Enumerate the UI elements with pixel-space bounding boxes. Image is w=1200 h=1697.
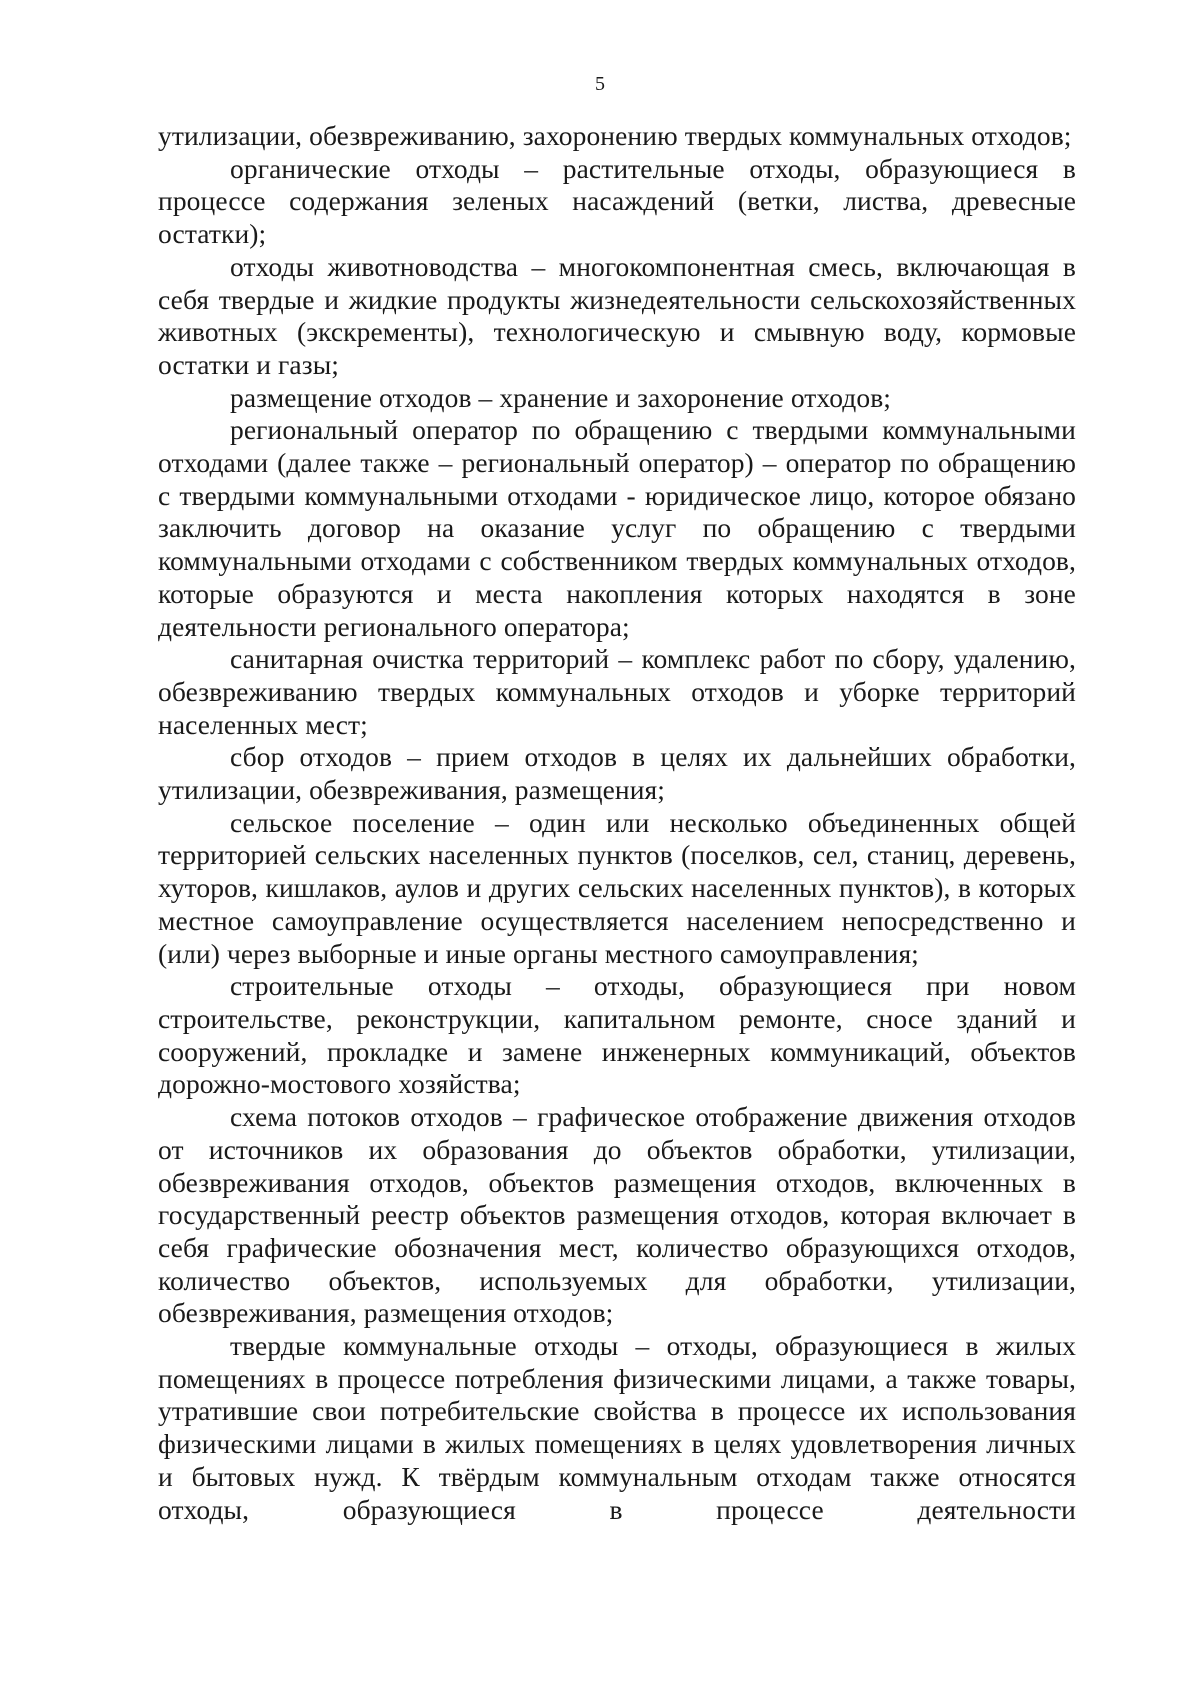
paragraph-municipal-solid-waste: твердые коммунальные отходы – отходы, образующиеся в жилых помещениях в процессе потребления физическими лицами, а также товары, утратившие свои потребительские свойства в процессе их использования физическими лицами в жилых помещениях в целях удовлетворения личных и бытовых нужд. К твёрдым коммунальным отходам также относятся отходы, образующиеся в процессе деятельности bbox=[158, 1330, 1076, 1525]
page-number: 5 bbox=[595, 73, 605, 95]
paragraph-livestock-waste: отходы животноводства – многокомпонентная смесь, включающая в себя твердые и жидкие продукты жизнедеятельности сельскохозяйственных животных (экскременты), технологическую и смывную воду, кормовые остатки и газы; bbox=[158, 250, 1076, 380]
document-body bbox=[158, 120, 1076, 1526]
paragraph-construction-waste: строительные отходы – отходы, образующиеся при новом строительстве, реконструкции, капитальном ремонте, сносе зданий и сооружений, прокладке и замене инженерных коммуникаций, объектов дорожно-мостового хозяйства; bbox=[158, 970, 1076, 1100]
paragraph-sanitary-cleaning: санитарная очистка территорий – комплекс работ по сбору, удалению, обезвреживанию твердых коммунальных отходов и уборке территорий населенных мест; bbox=[158, 643, 1076, 740]
paragraph-organic-waste: органические отходы – растительные отходы, образующиеся в процессе содержания зеленых насаждений (ветки, листва, древесные остатки); bbox=[158, 152, 1076, 250]
paragraph-waste-flow-scheme: схема потоков отходов – графическое отображение движения отходов от источников их образования до объектов обработки, утилизации, обезвреживания отходов, объектов размещения отходов, включенных в государственный реестр объектов размещения отходов, которая включает в себя графические обозначения мест, количество образующихся отходов, количество объектов, используемых для обработки, утилизации, обезвреживания, размещения отходов; bbox=[158, 1101, 1076, 1329]
paragraph-waste-placement: размещение отходов – хранение и захоронение отходов; bbox=[230, 381, 892, 413]
paragraph-waste-collection: сбор отходов – прием отходов в целях их дальнейших обработки, утилизации, обезвреживания, размещения; bbox=[158, 741, 1076, 806]
paragraph-regional-operator: региональный оператор по обращению с твердыми коммунальными отходами (далее также – региональный оператор) – оператор по обращению с твердыми коммунальными отходами - юридическое лицо, которое обязано заключить договор на оказание услуг по обращению с твердыми коммунальными отходами с собственником твердых коммунальных отходов, которые образуются и места накопления которых находятся в зоне деятельности регионального оператора; bbox=[158, 414, 1076, 642]
paragraph-rural-settlement: сельское поселение – один или несколько объединенных общей территорией сельских населенных пунктов (поселков, сел, станиц, деревень, хуторов, кишлаков, аулов и других сельских населенных пунктов), в которых местное самоуправление осуществляется населением непосредственно и (или) через выборные и иные органы местного самоуправления; bbox=[158, 806, 1076, 969]
paragraph-waste-disposal-continuation: утилизации, обезвреживанию, захоронению твердых коммунальных отходов; bbox=[158, 120, 1072, 151]
